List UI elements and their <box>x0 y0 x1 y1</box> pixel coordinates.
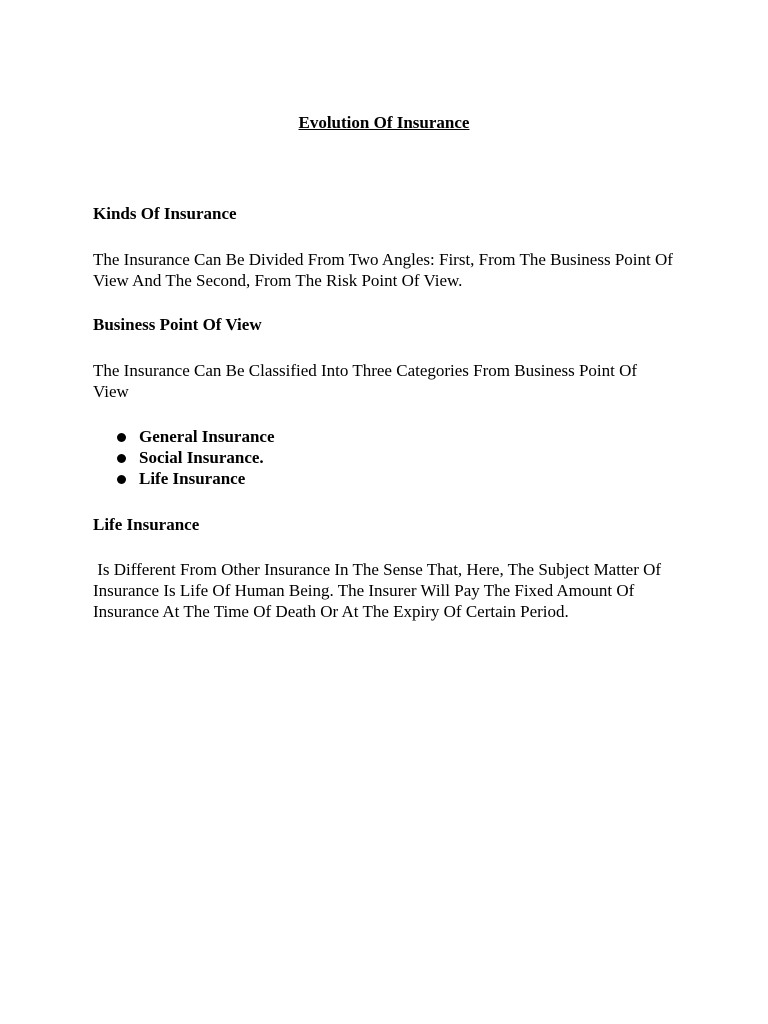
list-item-label: Social Insurance. <box>139 448 264 467</box>
bullet-icon <box>117 454 126 463</box>
list-item <box>93 468 673 489</box>
bullet-icon <box>117 475 126 484</box>
list-item <box>93 426 673 447</box>
paragraph-life: Is Different From Other Insurance In The Sense That, Here, The Subject Matter Of Insurance Is Life Of Human Being. The Insurer Will Pay The Fixed Amount Of Insurance At The Time Of Death Or At The Expiry Of Certain Period. <box>93 560 666 621</box>
bullet-icon <box>117 433 126 442</box>
paragraph-kinds: The Insurance Can Be Divided From Two Angles: First, From The Business Point Of View And The Second, From The Risk Point Of View. <box>93 250 673 290</box>
page-title: Evolution Of Insurance <box>298 113 470 132</box>
list-item-label: Life Insurance <box>139 469 246 488</box>
list-item <box>93 447 673 468</box>
paragraph-business: The Insurance Can Be Classified Into Three Categories From Business Point Of View <box>93 361 638 401</box>
section-heading-life: Life Insurance <box>93 515 200 534</box>
list-item-label: General Insurance <box>139 427 275 446</box>
insurance-category-list <box>93 426 673 489</box>
section-heading-business: Business Point Of View <box>93 315 262 334</box>
section-heading-kinds: Kinds Of Insurance <box>93 204 237 223</box>
